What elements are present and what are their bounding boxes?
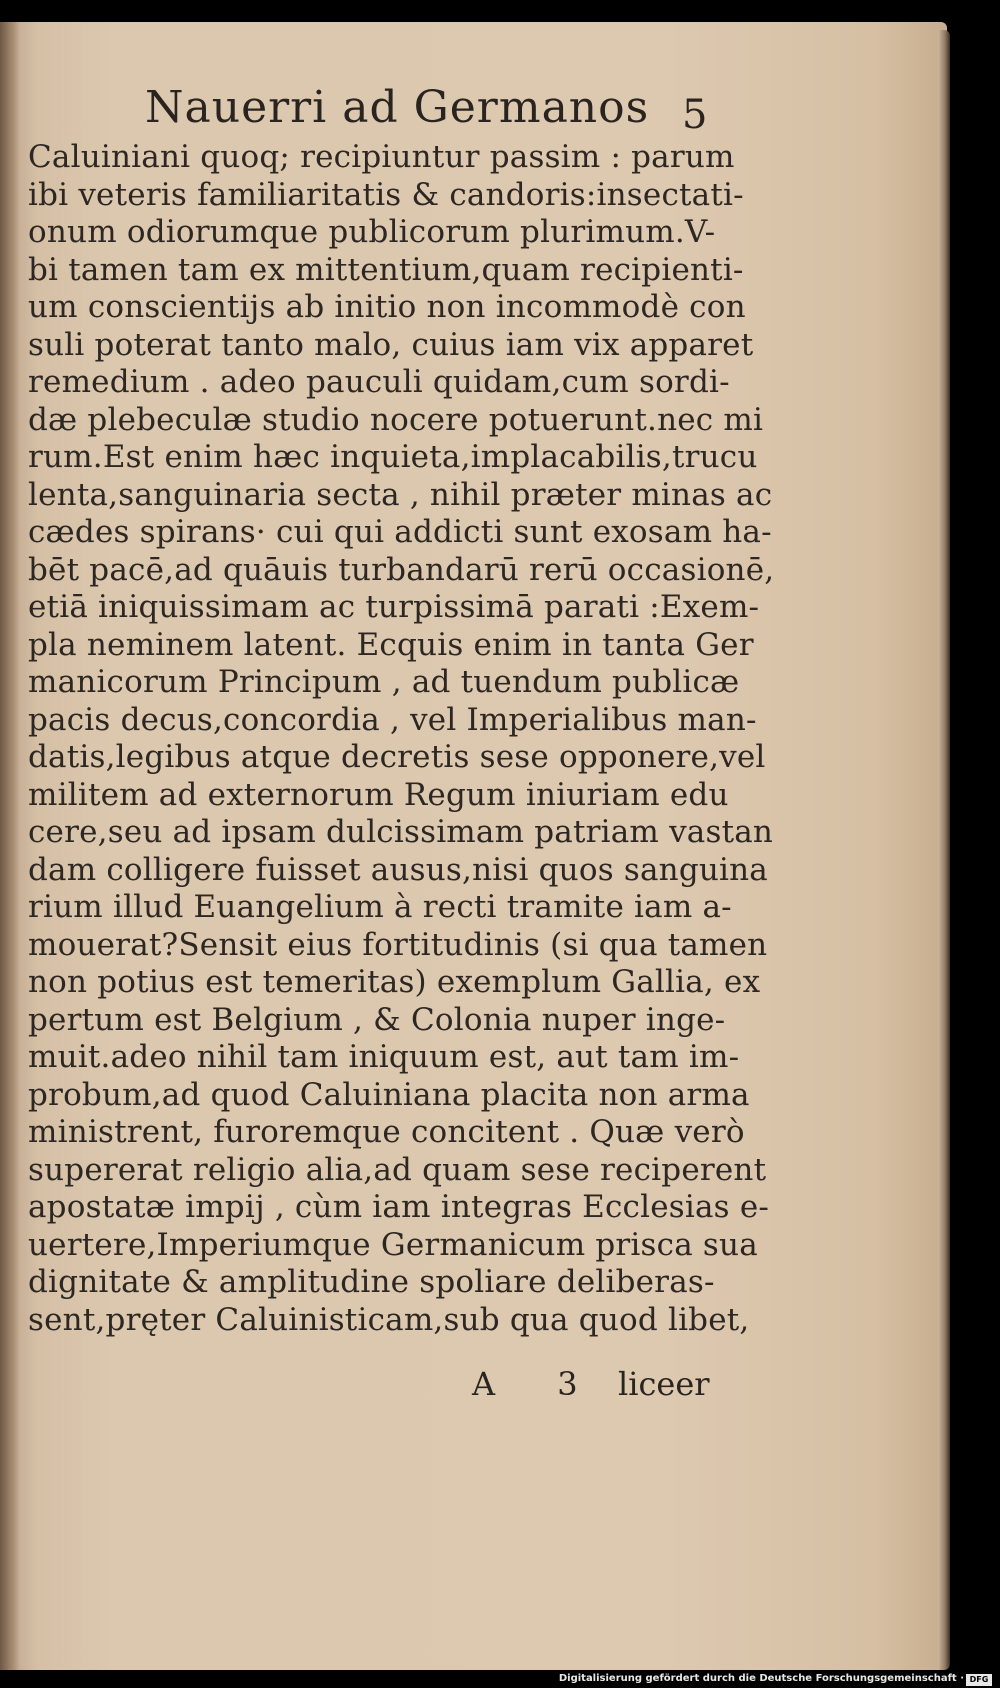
page-header [0,82,947,142]
catchword: liceer [618,1365,710,1403]
page-footer [0,1365,947,1415]
text-line: Caluiniani quoq; recipiuntur passim : parum [28,139,735,175]
text-line: etiā iniquissimam ac turpissimā parati :Exem- [28,589,760,625]
text-line: pacis decus,concordia , vel Imperialibus man- [28,701,757,738]
text-line: dignitate & amplitudine spoliare deliberas- [28,1264,715,1300]
text-line: uertere,Imperiumque Germanicum prisca sua [28,1226,758,1263]
text-line: ministrent, furoremque concitent . Quæ verò [28,1114,745,1150]
dfg-logo-icon: DFG [966,1674,992,1686]
text-line: sent,pręter Caluinisticam,sub qua quod libet, [28,1301,750,1338]
page-edge [938,30,950,1670]
text-line: onum odiorumque publicorum plurimum.V- [28,214,716,250]
page-number: 5 [682,92,708,138]
text-line: pla neminem latent. Ecquis enim in tanta Ger [28,626,754,663]
text-line: rum.Est enim hæc inquieta,implacabilis,trucu [28,439,758,475]
credit-bar [0,1672,1000,1688]
text-line: suli poterat tanto malo, cuius iam vix apparet [28,326,754,363]
text-line: bēt pacē,ad quāuis turbandarū rerū occasionē, [28,551,775,588]
text-line: pertum est Belgium , & Colonia nuper inge- [28,1001,726,1038]
text-line: lenta,sanguinaria secta , nihil præter minas ac [28,476,773,513]
body-text [28,139,775,1339]
text-line: militem ad externorum Regum iniuriam edu [28,776,729,813]
text-line: mouerat?Sensit eius fortitudinis (si qua tamen [28,926,768,963]
text-line: rium illud Euangelium à recti tramite iam a- [28,889,732,925]
text-line: datis,legibus atque decretis sese opponere,vel [28,739,766,775]
text-line: dæ plebeculæ studio nocere potuerunt.nec mi [28,401,764,438]
text-line: muit.adeo nihil tam iniquum est, aut tam im- [28,1039,740,1075]
text-line: manicorum Principum , ad tuendum publicæ [28,664,740,700]
text-line: cere,seu ad ipsam dulcissimam patriam vastan [28,814,774,850]
signature-mark: A 3 [472,1365,604,1403]
text-line: dam colligere fuisset ausus,nisi quos sanguina [28,851,768,888]
text-line: um conscientijs ab initio non incommodè con [28,289,746,325]
text-line: bi tamen tam ex mittentium,quam recipienti- [28,251,744,288]
text-line: supererat religio alia,ad quam sese reciperent [28,1151,767,1188]
digitization-credit: Digitalisierung gefördert durch die Deutsche Forschungsgemeinschaft · [558,1673,964,1684]
text-line: remedium . adeo pauculi quidam,cum sordi- [28,364,730,400]
text-line: probum,ad quod Caluiniana placita non arma [28,1076,750,1113]
text-line: ibi veteris familiaritatis & candoris:insectati- [28,176,744,213]
text-line: apostatæ impij , cùm iam integras Ecclesias e- [28,1189,770,1225]
text-line: cædes spirans· cui qui addicti sunt exosam ha- [28,514,772,550]
running-title: Nauerri ad Germanos [145,82,650,133]
page-gutter [0,22,20,1670]
text-line: non potius est temeritas) exemplum Gallia, ex [28,964,761,1000]
